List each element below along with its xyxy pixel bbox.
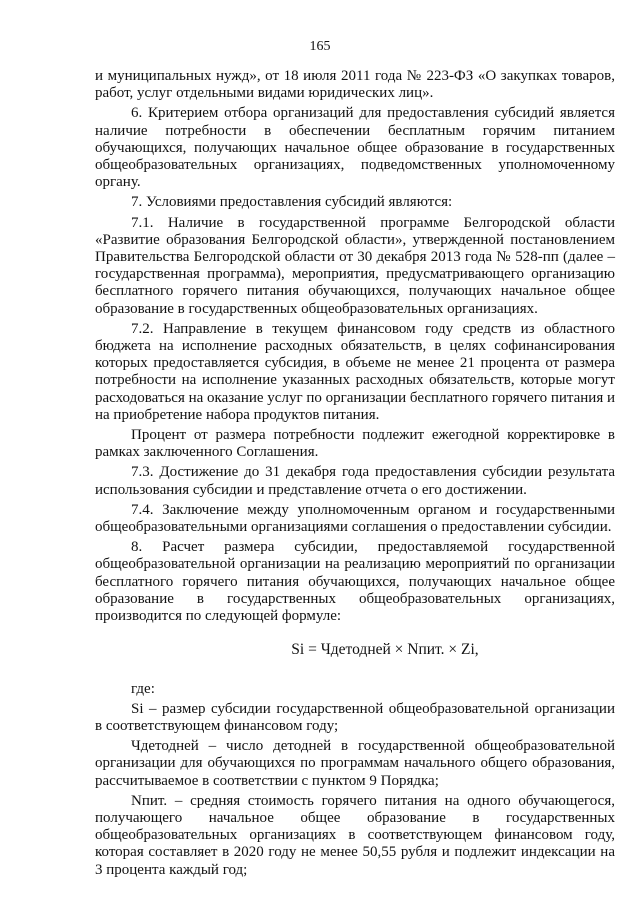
definition-meal-cost: Nпит. – средняя стоимость горячего питания на одного обучающегося, получающего начальное общее образование в государственных общеобразовательных организациях в соответствующем финансовом году, которая составляет в 2020 году не менее 50,55 рубля и подлежит индексации на 3 процента каждый год; — [95, 792, 615, 878]
definition-si: Si – размер субсидии государственной общеобразовательной организации в соответствующем финансовом году; — [95, 700, 615, 734]
document-body — [95, 68, 615, 882]
paragraph-7-conditions: 7. Условиями предоставления субсидий являются: — [131, 194, 453, 211]
paragraph-7-3: 7.3. Достижение до 31 декабря года предоставления субсидии результата использования субсидии и представление отчета о его достижении. — [95, 464, 615, 498]
paragraph-6-criterion: 6. Критерием отбора организаций для предоставления субсидий является наличие потребности в обеспечении бесплатным горячим питанием обучающихся, получающих начальное общее образование в государственных общеобразовательных организациях, подведомственных уполномоченному органу. — [95, 105, 615, 191]
paragraph-percent-adjustment: Процент от размера потребности подлежит ежегодной корректировке в рамках заключенного Соглашения. — [95, 427, 615, 461]
paragraph-continuation: и муниципальных нужд», от 18 июля 2011 года № 223-ФЗ «О закупках товаров, работ, услуг отдельными видами юридических лиц». — [95, 68, 615, 102]
subsidy-formula: Si = Чдетодней × Nпит. × Zi, — [291, 641, 479, 659]
paragraph-8-calculation: 8. Расчет размера субсидии, предоставляемой государственной общеобразовательной организации на реализацию мероприятий по организации бесплатного горячего питания обучающихся, получающих начальное общее образование в государственных общеобразовательных организациях, производится по следующей формуле: — [95, 539, 615, 625]
paragraph-7-1: 7.1. Наличие в государственной программе Белгородской области «Развитие образования Белгородской области», утвержденной постановлением Правительства Белгородской области от 30 декабря 2013 года № 528-пп (далее – государственная программа), мероприятия, предусматривающего организацию бесплатного горячего питания обучающихся, получающих начальное общее образование в государственных общеобразовательных организациях. — [95, 214, 615, 317]
page-number: 165 — [309, 39, 331, 54]
paragraph-7-2: 7.2. Направление в текущем финансовом году средств из областного бюджета на исполнение расходных обязательств, в целях софинансирования которых предоставляется субсидия, в объеме не менее 21 процента от размера потребности на исполнение указанных расходных обязательств, которые могут расходоваться на оказание услуг по организации бесплатного горячего питания и на приобретение набора продуктов питания. — [95, 320, 616, 423]
definition-child-days: Чдетодней – число детодней в государственной общеобразовательной организации для обучающихся по программам начального общего образования, рассчитываемое в соответствии с пунктом 9 Порядка; — [95, 738, 615, 789]
where-label: где: — [131, 680, 155, 697]
paragraph-7-4: 7.4. Заключение между уполномоченным органом и государственными общеобразовательными организациями соглашения о предоставлении субсидии. — [95, 501, 615, 536]
